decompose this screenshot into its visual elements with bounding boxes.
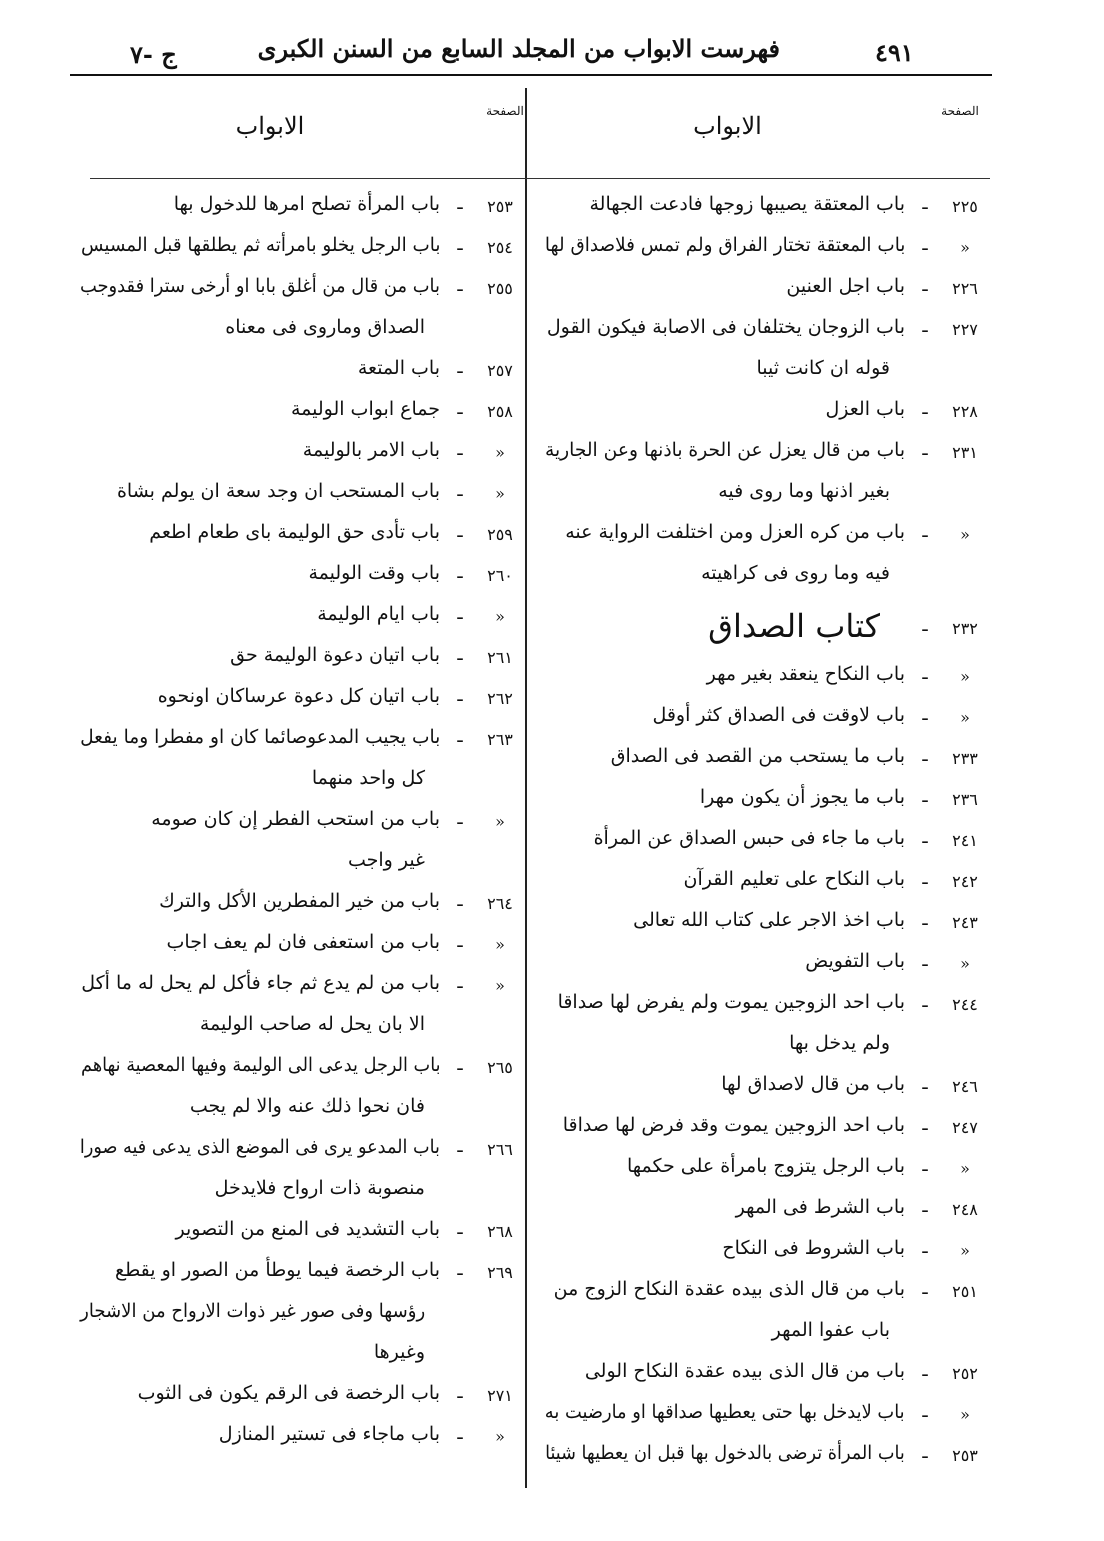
entry-page-number: «	[960, 708, 970, 727]
entry-dash: ـ	[457, 890, 463, 911]
entry-title: باب اتيان دعوة الوليمة حق	[230, 644, 440, 666]
index-entry	[540, 392, 990, 433]
right-column	[540, 187, 990, 1477]
entry-title: باب العزل	[825, 398, 905, 420]
entry-page-number: «	[960, 1159, 970, 1178]
index-entry	[540, 821, 990, 862]
index-entry	[75, 474, 525, 515]
entry-page-number: ٢٥١	[952, 1282, 978, 1301]
entry-dash: ـ	[457, 1136, 463, 1157]
index-entry	[75, 1376, 525, 1417]
entry-title: باب من خير المفطرين الأكل والترك	[159, 890, 440, 912]
entry-title: رؤسها وفى صور غير ذوات الارواح من الاشجار	[79, 1300, 425, 1322]
index-entry	[75, 1089, 525, 1130]
index-entry	[75, 392, 525, 433]
entry-dash: ـ	[457, 1218, 463, 1239]
entry-dash: ـ	[457, 808, 463, 829]
entry-page-number: ٢٢٥	[952, 197, 978, 216]
entry-title: باب من قال من أغلق بابا او أرخى سترا فقدوجب	[80, 275, 440, 297]
entry-dash: ـ	[457, 562, 463, 583]
entry-title: باب احد الزوجين يموت وقد فرض لها صداقا	[562, 1114, 905, 1136]
entry-page-number: «	[960, 238, 970, 257]
entry-title: باب المرأة تصلح امرها للدخول بها	[173, 193, 440, 215]
index-entry	[75, 1417, 525, 1458]
entry-title: باب الرخصة فى الرقم يكون فى الثوب	[137, 1382, 440, 1404]
index-entry	[75, 310, 525, 351]
index-entry	[540, 228, 990, 269]
index-entry	[540, 780, 990, 821]
entry-dash: ـ	[457, 685, 463, 706]
entry-page-number: ٢٦١	[487, 648, 513, 667]
entry-title: باب المتعة	[357, 357, 440, 379]
entry-title: باب النكاح على تعليم القرآن	[683, 868, 905, 890]
index-entry	[540, 433, 990, 474]
entry-dash: ـ	[457, 275, 463, 296]
entry-dash: ـ	[457, 439, 463, 460]
volume-mark: ج -٧	[130, 40, 177, 69]
entry-page-number: ٢٦٠	[487, 566, 513, 585]
entry-title: غير واجب	[347, 849, 425, 871]
entry-title: باب المرأة ترضى بالدخول بها قبل ان يعطيها شيئا	[545, 1442, 905, 1464]
index-entry	[540, 1108, 990, 1149]
entry-page-number: ٢٦٢	[487, 689, 513, 708]
entry-title: باب اتيان كل دعوة عرساكان اونحوه	[157, 685, 440, 707]
entry-dash: ـ	[922, 316, 928, 337]
entry-page-number: «	[495, 484, 505, 503]
entry-title: باب من قال الذى بيده عقدة النكاح الولى	[584, 1360, 905, 1382]
entry-page-number: ٢٥٤	[487, 238, 513, 257]
entry-dash: ـ	[922, 663, 928, 684]
entry-dash: ـ	[922, 991, 928, 1012]
left-column	[75, 187, 525, 1458]
entry-title: جماع ابواب الوليمة	[290, 398, 440, 420]
entry-dash: ـ	[922, 1360, 928, 1381]
entry-page-number: «	[960, 1405, 970, 1424]
entry-page-number: «	[960, 1241, 970, 1260]
entry-title: باب من قال يعزل عن الحرة باذنها وعن الجارية	[544, 439, 905, 461]
entry-dash: ـ	[922, 275, 928, 296]
entry-title: الا بان يحل له صاحب الوليمة	[199, 1013, 425, 1035]
entry-title: باب من قال لاصداق لها	[721, 1073, 905, 1095]
left-column-header	[85, 90, 525, 170]
entry-dash: ـ	[457, 521, 463, 542]
index-entry	[75, 925, 525, 966]
entry-page-number: ٢٢٦	[952, 279, 978, 298]
entry-page-number: ٢٦٨	[487, 1222, 513, 1241]
entry-page-number: ٢٦٣	[487, 730, 513, 749]
header-rule	[90, 178, 990, 179]
entry-dash: ـ	[922, 1114, 928, 1135]
page-column-header: الصفحة	[941, 104, 979, 118]
entry-page-number: ٢٢٧	[952, 320, 978, 339]
entry-page-number: ٢٥٥	[487, 279, 513, 298]
index-entry	[540, 1272, 990, 1313]
entry-title: باب التشديد فى المنع من التصوير	[175, 1218, 440, 1240]
index-entry	[540, 1395, 990, 1436]
index-entry	[75, 761, 525, 802]
section-column-header: الابواب	[235, 112, 305, 140]
index-entry	[75, 802, 525, 843]
entry-page-number: ٢٥٢	[952, 1364, 978, 1383]
entry-title: باب لايدخل بها حتى يعطيها صداقها او مارضيت به	[545, 1401, 905, 1423]
entry-page-number: ٢٥٣	[952, 1446, 978, 1465]
entry-title: فان نحوا ذلك عنه والا لم يجب	[189, 1095, 425, 1117]
entry-page-number: «	[495, 812, 505, 831]
entry-dash: ـ	[457, 193, 463, 214]
entry-title: كل واحد منهما	[311, 767, 425, 789]
entry-title: باب الرجل يتزوج بامرأة على حكمها	[627, 1155, 905, 1177]
entry-title: باب ما يستحب من القصد فى الصداق	[610, 745, 905, 767]
index-entry	[540, 269, 990, 310]
page-number: ٤٩١	[875, 38, 914, 67]
entry-dash: ـ	[922, 193, 928, 214]
entry-title: باب المعتقة يصيبها زوجها فادعت الجهالة	[589, 193, 905, 215]
index-entry	[540, 739, 990, 780]
entry-title: باب ما يجوز أن يكون مهرا	[699, 786, 905, 808]
entry-page-number: ٢٥٨	[487, 402, 513, 421]
index-entry	[75, 884, 525, 925]
entry-dash: ـ	[922, 868, 928, 889]
entry-page-number: ٢٤٢	[952, 872, 978, 891]
top-rule	[70, 74, 992, 76]
index-entry	[540, 187, 990, 228]
entry-page-number: ٢٣١	[952, 443, 978, 462]
entry-dash: ـ	[457, 398, 463, 419]
entry-title: باب الزوجان يختلفان فى الاصابة فيكون القول	[546, 316, 905, 338]
entry-title: منصوبة ذات ارواح فلايدخل	[214, 1177, 425, 1199]
entry-title: باب الشرط فى المهر	[735, 1196, 905, 1218]
entry-title: بغير اذنها وما روى فيه	[718, 480, 890, 502]
entry-page-number: ٢٤٤	[952, 995, 978, 1014]
index-entry	[75, 433, 525, 474]
index-entry	[75, 1048, 525, 1089]
entry-title: الصداق وماروى فى معناه	[225, 316, 425, 338]
index-entry	[540, 862, 990, 903]
right-column-header	[545, 90, 980, 170]
index-entry	[540, 1231, 990, 1272]
entry-page-number: «	[960, 667, 970, 686]
index-entry	[75, 1171, 525, 1212]
entry-page-number: ٢٢٨	[952, 402, 978, 421]
index-entry	[75, 1130, 525, 1171]
entry-title: باب ايام الوليمة	[317, 603, 440, 625]
index-entry	[75, 1212, 525, 1253]
index-entry	[540, 698, 990, 739]
entry-title: باب اخذ الاجر على كتاب الله تعالى	[633, 909, 905, 931]
entry-page-number: ٢٧١	[487, 1386, 513, 1405]
entry-title: باب ماجاء فى تستير المنازل	[218, 1423, 440, 1445]
entry-title: باب النكاح ينعقد بغير مهر	[706, 663, 905, 685]
entry-title: قوله ان كانت ثيبا	[756, 357, 890, 379]
index-entry	[75, 187, 525, 228]
entry-dash: ـ	[457, 603, 463, 624]
entry-page-number: ٢٤١	[952, 831, 978, 850]
index-entry	[75, 843, 525, 884]
entry-dash: ـ	[457, 234, 463, 255]
entry-dash: ـ	[922, 745, 928, 766]
entry-title: باب من استعفى فان لم يعف اجاب	[166, 931, 440, 953]
index-entry	[540, 1313, 990, 1354]
entry-dash: ـ	[922, 1196, 928, 1217]
entry-title: باب من قال الذى بيده عقدة النكاح الزوج من	[553, 1278, 905, 1300]
entry-page-number: «	[495, 935, 505, 954]
entry-page-number: «	[495, 1427, 505, 1446]
entry-page-number: ٢٥٧	[487, 361, 513, 380]
entry-title: باب المعتقة تختار الفراق ولم تمس فلاصداق لها	[544, 234, 905, 256]
column-divider	[525, 88, 527, 1488]
entry-title: باب تأدى حق الوليمة باى طعام اطعم	[149, 521, 440, 543]
entry-page-number: ٢٦٤	[487, 894, 513, 913]
entry-page-number: ٢٦٥	[487, 1058, 513, 1077]
index-entry	[75, 269, 525, 310]
entry-title: باب المدعو يرى فى الموضع الذى يدعى فيه صورا	[80, 1136, 440, 1158]
entry-page-number: ٢٦٩	[487, 1263, 513, 1282]
entry-page-number: ٢٤٦	[952, 1077, 978, 1096]
entry-dash: ـ	[457, 931, 463, 952]
entry-dash: ـ	[922, 1401, 928, 1422]
index-entry	[75, 351, 525, 392]
index-entry	[540, 985, 990, 1026]
entry-dash: ـ	[922, 950, 928, 971]
entry-title: فيه وما روى فى كراهيته	[701, 562, 890, 584]
entry-page-number: «	[495, 443, 505, 462]
entry-dash: ـ	[922, 1442, 928, 1463]
entry-dash: ـ	[922, 1073, 928, 1094]
index-entry	[540, 597, 990, 657]
index-entry	[540, 1190, 990, 1231]
entry-page-number: ٢٤٧	[952, 1118, 978, 1137]
index-entry	[540, 556, 990, 597]
entry-dash: ـ	[922, 615, 928, 636]
index-entry	[75, 638, 525, 679]
entry-page-number: ٢٣٦	[952, 790, 978, 809]
entry-title: باب من استحب الفطر إن كان صومه	[151, 808, 440, 830]
entry-dash: ـ	[922, 827, 928, 848]
entry-dash: ـ	[922, 704, 928, 725]
entry-dash: ـ	[922, 398, 928, 419]
entry-title: وغيرها	[373, 1341, 425, 1363]
entry-title: باب المستحب ان وجد سعة ان يولم بشاة	[116, 480, 440, 502]
entry-title: باب التفويض	[805, 950, 905, 972]
index-entry	[540, 1436, 990, 1477]
index-entry	[540, 944, 990, 985]
entry-dash: ـ	[922, 439, 928, 460]
entry-page-number: ٢٥٣	[487, 197, 513, 216]
index-entry	[540, 351, 990, 392]
entry-dash: ـ	[922, 234, 928, 255]
index-entry	[540, 903, 990, 944]
index-entry	[540, 310, 990, 351]
entry-title: باب وقت الوليمة	[308, 562, 440, 584]
index-entry	[540, 657, 990, 698]
index-entry	[75, 597, 525, 638]
index-entry	[75, 228, 525, 269]
entry-dash: ـ	[922, 1278, 928, 1299]
entry-dash: ـ	[457, 480, 463, 501]
entry-title: باب احد الزوجين يموت ولم يفرض لها صداقا	[557, 991, 905, 1013]
entry-page-number: ٢٣٢	[952, 619, 978, 638]
entry-title: باب لاوقت فى الصداق كثر أوقل	[652, 704, 905, 726]
entry-page-number: ٢٤٨	[952, 1200, 978, 1219]
entry-title: باب من لم يدع ثم جاء فأكل لم يحل له ما أكل	[81, 972, 440, 994]
index-entry	[540, 1354, 990, 1395]
index-entry	[540, 1026, 990, 1067]
entry-dash: ـ	[457, 1054, 463, 1075]
entry-dash: ـ	[922, 1155, 928, 1176]
entry-title: باب اجل العنين	[786, 275, 905, 297]
index-entry	[75, 720, 525, 761]
entry-dash: ـ	[922, 521, 928, 542]
index-entry	[75, 1007, 525, 1048]
index-entry	[75, 966, 525, 1007]
entry-title: باب الشروط فى النكاح	[722, 1237, 905, 1259]
entry-page-number: «	[960, 525, 970, 544]
entry-dash: ـ	[922, 909, 928, 930]
index-entry	[75, 515, 525, 556]
index-entry	[540, 515, 990, 556]
entry-dash: ـ	[457, 726, 463, 747]
entry-dash: ـ	[457, 644, 463, 665]
entry-page-number: «	[960, 954, 970, 973]
index-entry	[540, 1067, 990, 1108]
entry-title: باب ما جاء فى حبس الصداق عن المرأة	[593, 827, 905, 849]
entry-title: باب يجيب المدعوصائما كان او مفطرا وما يفعل	[79, 726, 440, 748]
entry-title: باب الرجل يدعى الى الوليمة وفيها المعصية نهاهم	[80, 1054, 440, 1076]
index-entry	[540, 1149, 990, 1190]
index-entry	[75, 1294, 525, 1335]
book-title: كتاب الصداق	[708, 607, 880, 645]
entry-page-number: ٢٤٣	[952, 913, 978, 932]
index-entry	[75, 1335, 525, 1376]
index-entry	[540, 474, 990, 515]
entry-dash: ـ	[922, 1237, 928, 1258]
entry-page-number: «	[495, 976, 505, 995]
entry-dash: ـ	[457, 1423, 463, 1444]
entry-title: باب الرجل يخلو بامرأته ثم يطلقها قبل المسيس	[80, 234, 440, 256]
entry-dash: ـ	[457, 972, 463, 993]
entry-title: باب عفوا المهر	[771, 1319, 890, 1341]
entry-title: ولم يدخل بها	[789, 1032, 890, 1054]
entry-page-number: ٢٦٦	[487, 1140, 513, 1159]
entry-page-number: «	[495, 607, 505, 626]
index-entry	[75, 1253, 525, 1294]
index-entry	[75, 679, 525, 720]
section-column-header: الابواب	[693, 112, 762, 140]
entry-dash: ـ	[922, 786, 928, 807]
running-title: فهرست الابواب من المجلد السابع من السنن الكبرى	[257, 34, 780, 63]
entry-page-number: ٢٣٣	[952, 749, 978, 768]
entry-dash: ـ	[457, 1259, 463, 1280]
page-column-header: الصفحة	[486, 104, 524, 118]
entry-title: باب الامر بالوليمة	[302, 439, 440, 461]
entry-title: باب من كره العزل ومن اختلفت الرواية عنه	[565, 521, 905, 543]
index-entry	[75, 556, 525, 597]
entry-dash: ـ	[457, 1382, 463, 1403]
entry-title: باب الرخصة فيما يوطأ من الصور او يقطع	[114, 1259, 440, 1281]
entry-page-number: ٢٥٩	[487, 525, 513, 544]
entry-dash: ـ	[457, 357, 463, 378]
